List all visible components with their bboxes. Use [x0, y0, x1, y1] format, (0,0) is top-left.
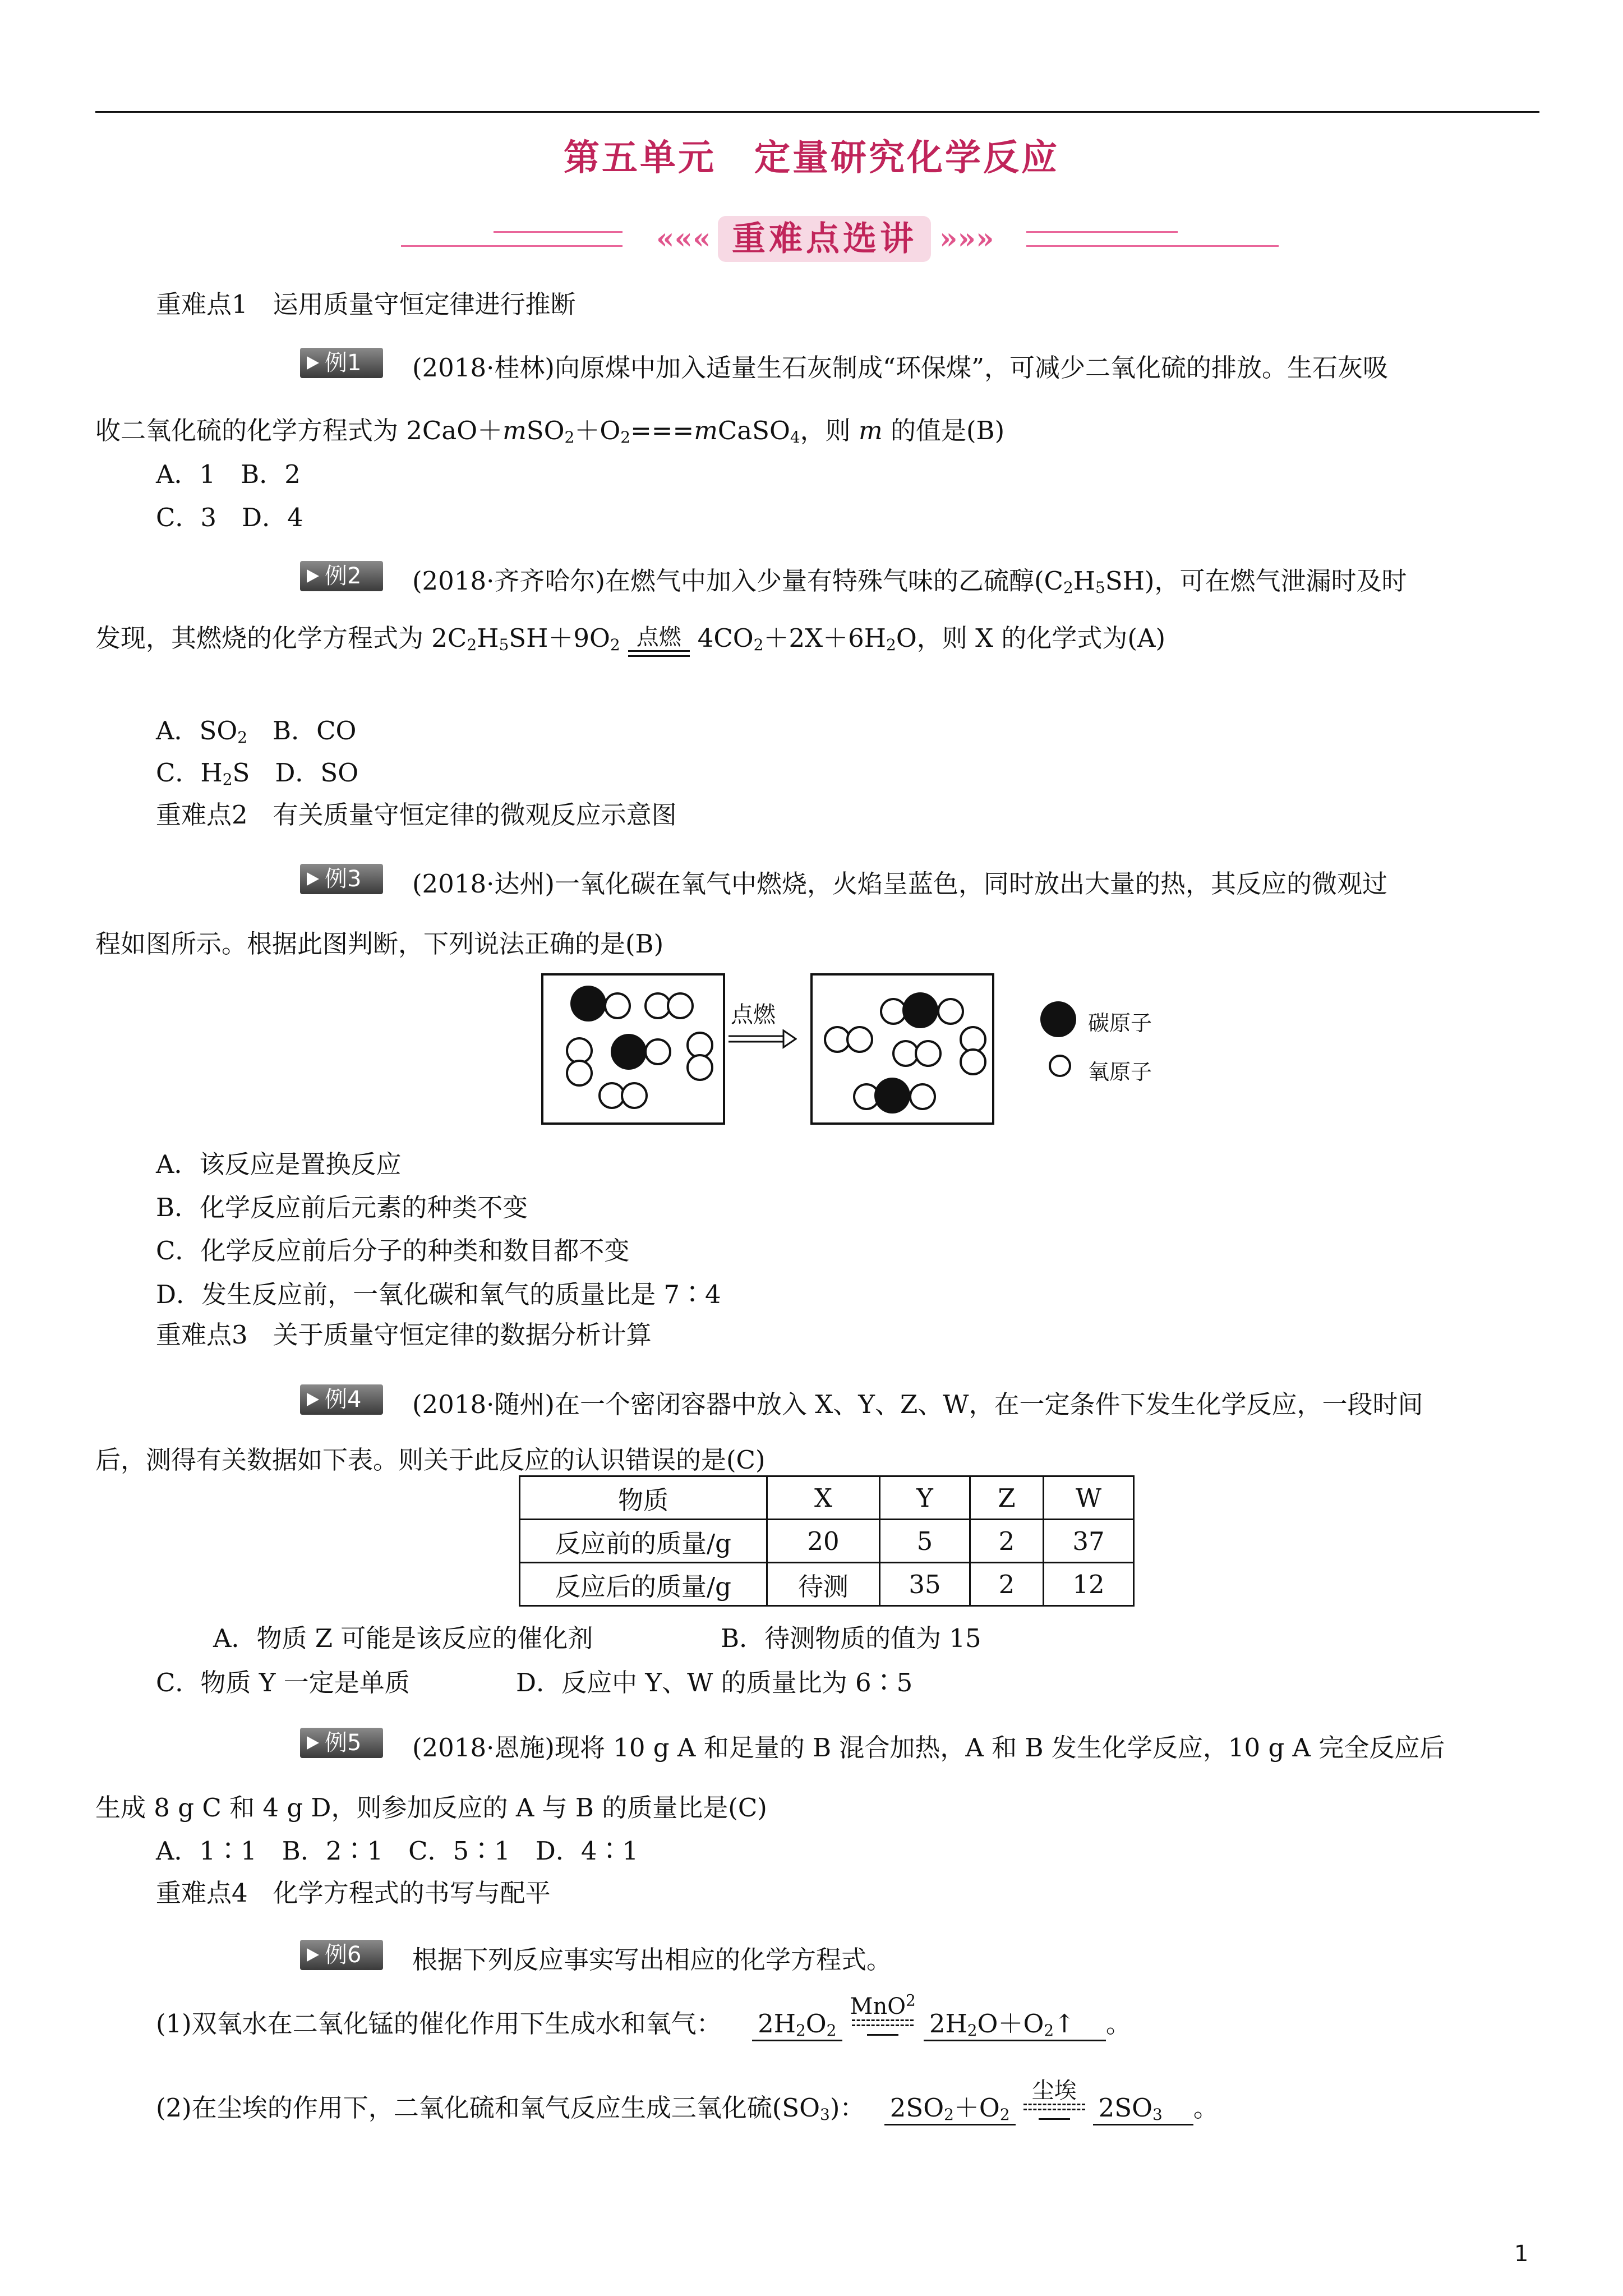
play-icon — [307, 356, 319, 370]
ex1-options-cd: C．3 D．4 — [156, 503, 303, 532]
oxygen-atom-legend-icon — [1049, 1055, 1071, 1077]
answer-blank-2b: $2SO_3$ — [1093, 2092, 1193, 2125]
carbon-atom-legend-icon — [1040, 1001, 1076, 1037]
before-box — [541, 973, 725, 1125]
ex4-option-a: A．物质 Z 可能是该反应的催化剂 — [213, 1623, 593, 1653]
ex6-intro: 根据下列反应事实写出相应的化学方程式。 — [412, 1945, 892, 1975]
reaction-condition: 点燃 — [628, 624, 690, 657]
table-row: 反应后的质量/g 待测 35 2 12 — [520, 1563, 1134, 1606]
example-badge-1: 例1 — [300, 348, 383, 378]
key-point-3: 重难点3 关于质量守恒定律的数据分析计算 — [156, 1320, 652, 1350]
ex3-line2: 程如图所示。根据此图判断，下列说法正确的是(B) — [95, 929, 664, 959]
ex4-option-c: C．物质 Y 一定是单质 — [156, 1668, 410, 1697]
key-point-4: 重难点4 化学方程式的书写与配平 — [156, 1878, 551, 1908]
ex5-options: A．1∶1 B．2∶1 C．5∶1 D．4∶1 — [156, 1836, 639, 1866]
ex3-option-d: D．发生反应前，一氧化碳和氧气的质量比是 7∶4 — [156, 1280, 721, 1309]
mass-data-table — [519, 1475, 1135, 1607]
page-title: 第五单元 定量研究化学反应 — [564, 137, 1059, 179]
banner-rule-right — [1026, 245, 1279, 247]
ex2-options-ab: A．$SO_2$ B．CO — [156, 716, 357, 747]
example-badge-5: 例5 — [300, 1728, 383, 1758]
ex1-line1: (2018·桂林)向原煤中加入适量生石灰制成“环保煤”，可减少二氧化硫的排放。生石灰吸 — [412, 353, 1388, 383]
key-point-2: 重难点2 有关质量守恒定律的微观反应示意图 — [156, 800, 677, 830]
ex6-question-2: (2)在尘埃的作用下，二氧化硫和氧气反应生成三氧化硫$(SO_3)$： $2SO_2+O_2$ 尘埃 $2SO_3$ 。 — [156, 2092, 1219, 2125]
table-row: 反应前的质量/g 20 5 2 37 — [520, 1520, 1134, 1563]
example-badge-6: 例6 — [300, 1940, 383, 1970]
ex3-option-a: A．该反应是置换反应 — [156, 1149, 402, 1179]
ex4-option-d: D．反应中 Y、W 的质量比为 6∶5 — [516, 1668, 913, 1697]
top-rule — [95, 111, 1539, 113]
ex4-line2: 后，测得有关数据如下表。则关于此反应的认识错误的是(C) — [95, 1445, 766, 1475]
table-header-row: 物质 X Y Z W — [520, 1476, 1134, 1520]
dust-condition: 尘埃 — [1023, 2078, 1085, 2120]
banner-left-arrows: ««« — [656, 222, 711, 256]
ex5-line1: (2018·恩施)现将 10 g A 和足量的 B 混合加热，A 和 B 发生化学反应，10 g A 完全反应后 — [412, 1733, 1445, 1763]
ex2-line2: 发现，其燃烧的化学方程式为 $2C_2H_5SH+9O_2$ 点燃 $4CO_2+2X+6H_2O$，则 X 的化学式为(A) — [95, 623, 1165, 657]
ex4-option-b: B．待测物质的值为 15 — [721, 1623, 981, 1653]
banner-right-arrows: »»» — [939, 222, 994, 256]
ex2-options-cd: C．$H_2S$ D．SO — [156, 758, 359, 789]
page-number: 1 — [1514, 2241, 1529, 2267]
play-icon — [307, 1948, 319, 1962]
play-icon — [307, 1393, 319, 1406]
banner-rule-left — [401, 245, 623, 247]
ex1-options-ab: A．1 B．2 — [156, 459, 301, 489]
answer-blank-1b: $2H_2O+O_2↑$ — [924, 2008, 1106, 2041]
ex2-line1: (2018·齐齐哈尔)在燃气中加入少量有特殊气味的乙硫醇$(C_2H_5SH)$，可在燃气泄漏时及时 — [412, 566, 1407, 597]
ex4-line1: (2018·随州)在一个密闭容器中放入 X、Y、Z、W，在一定条件下发生化学反应，一段时间 — [412, 1389, 1423, 1419]
answer-blank-1: $2H_2O_2$ — [752, 2008, 842, 2041]
legend-carbon: 碳原子 — [1088, 1011, 1152, 1036]
key-point-1: 重难点1 运用质量守恒定律进行推断 — [156, 289, 576, 319]
example-badge-2: 例2 — [300, 561, 383, 591]
ex6-question-1: (1)双氧水在二氧化锰的催化作用下生成水和氧气： $2H_2O_2$ MnO$^2$ $2H_2O+O_2↑$ 。 — [156, 2008, 1131, 2041]
banner-rule-left-short — [494, 231, 623, 233]
play-icon — [307, 1736, 319, 1750]
catalyst-condition: MnO$^2$ — [850, 1994, 916, 2036]
ex3-line1: (2018·达州)一氧化碳在氧气中燃烧，火焰呈蓝色，同时放出大量的热，其反应的微观过 — [412, 869, 1387, 899]
after-box — [810, 973, 994, 1125]
play-icon — [307, 872, 319, 886]
reaction-arrow-icon — [727, 1029, 797, 1050]
banner-rule-right-short — [1026, 231, 1178, 233]
play-icon — [307, 569, 319, 583]
example-badge-4: 例4 — [300, 1384, 383, 1415]
ex3-option-b: B．化学反应前后元素的种类不变 — [156, 1193, 528, 1222]
ex1-line2: 收二氧化硫的化学方程式为 $2CaO+mSO_2+O_2===mCaSO_4$，则 m 的值是(B) — [95, 416, 1005, 447]
legend-oxygen: 氧原子 — [1088, 1060, 1152, 1084]
banner-label: 重难点选讲 — [718, 216, 931, 262]
micro-reaction-diagram — [541, 973, 1270, 1130]
arrow-label: 点燃 — [731, 1002, 776, 1028]
example-badge-3: 例3 — [300, 864, 383, 894]
ex5-line2: 生成 8 g C 和 4 g D，则参加反应的 A 与 B 的质量比是(C) — [95, 1793, 767, 1823]
ex3-option-c: C．化学反应前后分子的种类和数目都不变 — [156, 1236, 630, 1266]
section-banner — [645, 216, 1004, 266]
answer-blank-2: $2SO_2+O_2$ — [884, 2092, 1016, 2125]
